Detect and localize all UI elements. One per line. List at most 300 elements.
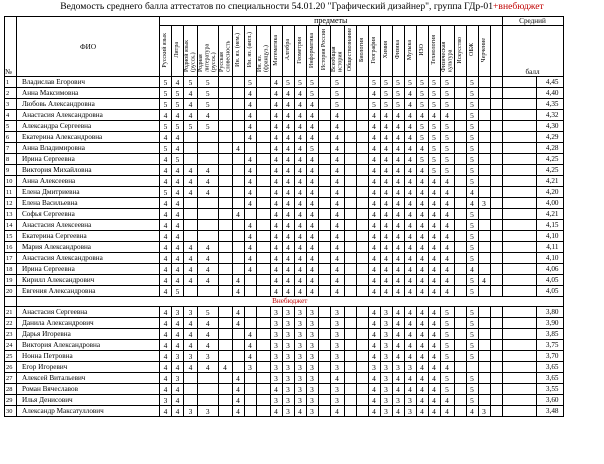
grade-cell: 4 xyxy=(368,275,380,286)
grade-cell xyxy=(256,143,270,154)
grade-cell xyxy=(478,253,490,264)
grade-cell: 4 xyxy=(244,242,256,253)
grade-cell xyxy=(454,384,466,395)
grade-cell: 4 xyxy=(330,231,344,242)
grade-cell: 4 xyxy=(282,99,294,110)
grade-cell: 4 xyxy=(172,340,184,351)
row-number: 1 xyxy=(5,77,17,88)
grade-cell xyxy=(218,176,232,187)
grade-cell xyxy=(218,340,232,351)
grade-cell: 4 xyxy=(330,132,344,143)
grade-cell: 4 xyxy=(160,264,172,275)
grade-cell: 4 xyxy=(306,286,318,297)
grade-cell: 4 xyxy=(160,231,172,242)
grade-cell xyxy=(356,406,368,417)
spacer-cell xyxy=(502,275,536,286)
grade-cell xyxy=(478,351,490,362)
grade-cell: 4 xyxy=(428,253,440,264)
student-name: Нонна Петровна xyxy=(17,351,160,362)
grade-cell: 4 xyxy=(294,264,306,275)
grade-cell: 4 xyxy=(294,187,306,198)
grade-cell: 3 xyxy=(294,307,306,318)
student-name: Елена Васильевна xyxy=(17,198,160,209)
grade-cell: 4 xyxy=(270,198,282,209)
grade-cell: 4 xyxy=(282,176,294,187)
grade-cell: 4 xyxy=(270,176,282,187)
subject-name: Музыка xyxy=(406,39,413,61)
spacer-cell xyxy=(502,318,536,329)
grade-cell: 4 xyxy=(478,275,490,286)
grade-cell: 5 xyxy=(392,77,404,88)
grade-cell: 4 xyxy=(392,351,404,362)
grade-cell: 4 xyxy=(368,198,380,209)
grade-cell xyxy=(478,154,490,165)
grade-cell: 4 xyxy=(368,143,380,154)
grade-cell: 5 xyxy=(428,154,440,165)
grade-cell: 5 xyxy=(440,351,454,362)
grade-cell: 4 xyxy=(440,242,454,253)
row-number: 16 xyxy=(5,242,17,253)
table-row xyxy=(5,307,564,318)
grade-cell xyxy=(232,165,244,176)
grade-cell xyxy=(256,286,270,297)
grade-cell: 3 xyxy=(282,395,294,406)
grade-cell: 5 xyxy=(440,99,454,110)
grade-cell xyxy=(244,307,256,318)
grade-cell xyxy=(478,143,490,154)
table-row xyxy=(5,264,564,275)
average-value: 3,65 xyxy=(536,373,563,384)
grade-cell: 4 xyxy=(404,110,416,121)
grade-cell: 4 xyxy=(416,351,428,362)
grade-cell: 3 xyxy=(294,362,306,373)
grade-cell: 4 xyxy=(404,132,416,143)
grade-cell xyxy=(478,220,490,231)
grade-cell: 4 xyxy=(404,231,416,242)
spacer-cell xyxy=(502,209,536,220)
average-value: 4,29 xyxy=(536,132,563,143)
grade-cell: 4 xyxy=(368,318,380,329)
grade-cell: 4 xyxy=(428,220,440,231)
subject-name: Химия xyxy=(382,41,389,59)
grade-cell xyxy=(256,406,270,417)
grade-cell xyxy=(490,318,502,329)
average-value: 4,10 xyxy=(536,253,563,264)
grade-cell: 4 xyxy=(244,340,256,351)
grade-cell xyxy=(318,143,330,154)
grade-cell: 4 xyxy=(198,165,219,176)
grade-cell: 3 xyxy=(330,395,344,406)
grade-cell xyxy=(356,286,368,297)
grade-cell: 5 xyxy=(392,99,404,110)
grade-cell xyxy=(256,121,270,132)
grade-cell xyxy=(454,176,466,187)
grade-cell: 4 xyxy=(160,351,172,362)
spacer-cell xyxy=(502,110,536,121)
grade-cell xyxy=(256,275,270,286)
grade-cell: 5 xyxy=(380,77,392,88)
student-name: Анастасия Алексеевна xyxy=(17,220,160,231)
grade-cell: 4 xyxy=(392,110,404,121)
grade-cell: 5 xyxy=(440,121,454,132)
subject-header xyxy=(198,26,219,77)
grade-cell xyxy=(198,154,219,165)
grade-cell: 4 xyxy=(294,143,306,154)
grade-cell: 4 xyxy=(294,88,306,99)
grade-cell: 4 xyxy=(282,187,294,198)
grade-cell: 3 xyxy=(330,318,344,329)
grade-cell: 4 xyxy=(184,242,198,253)
grade-cell: 4 xyxy=(330,110,344,121)
average-value: 4,28 xyxy=(536,143,563,154)
grade-cell xyxy=(218,198,232,209)
grade-cell: 5 xyxy=(380,99,392,110)
grade-cell: 3 xyxy=(270,373,282,384)
grade-cell: 4 xyxy=(380,209,392,220)
grade-cell: 4 xyxy=(392,143,404,154)
grade-cell: 3 xyxy=(282,340,294,351)
grade-cell: 4 xyxy=(294,406,306,417)
grade-cell: 4 xyxy=(172,187,184,198)
grade-cell xyxy=(256,154,270,165)
grade-cell: 4 xyxy=(184,362,198,373)
subject-header xyxy=(160,26,172,77)
grade-cell: 4 xyxy=(184,187,198,198)
grade-cell xyxy=(256,231,270,242)
table-row xyxy=(5,340,564,351)
grade-cell xyxy=(232,110,244,121)
spacer-cell xyxy=(502,231,536,242)
grade-cell: 4 xyxy=(368,121,380,132)
table-row xyxy=(5,143,564,154)
grade-cell: 5 xyxy=(466,209,478,220)
grade-cell: 4 xyxy=(172,329,184,340)
table-row xyxy=(5,154,564,165)
grade-cell: 4 xyxy=(232,143,244,154)
grade-cell: 3 xyxy=(306,362,318,373)
grade-cell: 4 xyxy=(330,220,344,231)
grade-cell: 5 xyxy=(198,77,219,88)
grade-cell: 3 xyxy=(270,329,282,340)
grade-cell xyxy=(356,395,368,406)
grade-cell xyxy=(232,99,244,110)
grade-cell xyxy=(244,373,256,384)
grade-cell xyxy=(478,99,490,110)
grade-cell: 4 xyxy=(282,110,294,121)
grade-cell: 5 xyxy=(330,77,344,88)
grade-cell: 4 xyxy=(172,231,184,242)
grade-cell: 4 xyxy=(306,154,318,165)
subject-header xyxy=(356,26,368,77)
grade-cell xyxy=(356,198,368,209)
grade-cell xyxy=(490,406,502,417)
grade-cell xyxy=(318,231,330,242)
grade-cell xyxy=(478,329,490,340)
grade-cell: 4 xyxy=(404,198,416,209)
grade-cell: 4 xyxy=(440,362,454,373)
grade-cell: 4 xyxy=(428,351,440,362)
grade-cell xyxy=(318,340,330,351)
student-name: Елена Дмитриевна xyxy=(17,187,160,198)
grade-cell: 4 xyxy=(380,242,392,253)
average-value: 4,11 xyxy=(536,242,563,253)
grade-cell xyxy=(344,373,356,384)
grade-cell: 4 xyxy=(172,406,184,417)
grade-cell: 3 xyxy=(282,318,294,329)
grade-cell xyxy=(318,165,330,176)
grade-cell xyxy=(356,231,368,242)
grade-cell xyxy=(232,253,244,264)
grade-cell xyxy=(318,318,330,329)
row-number: 10 xyxy=(5,176,17,187)
grade-cell: 3 xyxy=(294,340,306,351)
grade-cell xyxy=(198,132,219,143)
grade-cell: 4 xyxy=(392,209,404,220)
grade-cell: 4 xyxy=(404,384,416,395)
grade-cell: 4 xyxy=(306,264,318,275)
grade-cell: 5 xyxy=(172,88,184,99)
grade-cell: 5 xyxy=(466,154,478,165)
grade-cell: 5 xyxy=(466,373,478,384)
spacer-cell xyxy=(502,264,536,275)
grade-cell xyxy=(318,77,330,88)
table-row xyxy=(5,318,564,329)
grade-cell xyxy=(490,110,502,121)
grade-cell: 4 xyxy=(198,253,219,264)
student-name: Данила Александрович xyxy=(17,318,160,329)
subject-header xyxy=(344,26,356,77)
grade-cell xyxy=(356,121,368,132)
grade-cell xyxy=(184,198,198,209)
subject-name: Всеобщая история xyxy=(330,46,343,72)
subject-name: Геометрия xyxy=(296,36,303,64)
subject-name: Искусство xyxy=(456,36,463,64)
table-row xyxy=(5,220,564,231)
grade-cell: 5 xyxy=(306,143,318,154)
grade-cell: 4 xyxy=(404,275,416,286)
grade-cell: 4 xyxy=(392,286,404,297)
grade-cell xyxy=(454,121,466,132)
grade-cell: 4 xyxy=(380,220,392,231)
grade-cell: 4 xyxy=(416,373,428,384)
grade-cell: 5 xyxy=(404,77,416,88)
subject-header xyxy=(368,26,380,77)
grade-cell xyxy=(184,154,198,165)
grade-cell: 5 xyxy=(466,242,478,253)
grade-cell: 4 xyxy=(294,176,306,187)
grade-cell: 5 xyxy=(428,121,440,132)
grade-cell: 4 xyxy=(270,253,282,264)
grade-cell: 3 xyxy=(306,329,318,340)
grade-cell: 4 xyxy=(198,110,219,121)
grade-cell: 4 xyxy=(244,165,256,176)
spacer-cell xyxy=(502,384,536,395)
grade-cell: 5 xyxy=(466,318,478,329)
grade-cell: 4 xyxy=(294,220,306,231)
grade-cell xyxy=(198,373,219,384)
section-spacer xyxy=(5,297,17,307)
grade-cell: 4 xyxy=(330,242,344,253)
grade-cell xyxy=(256,373,270,384)
grade-cell: 3 xyxy=(160,395,172,406)
grade-cell: 4 xyxy=(466,406,478,417)
grade-cell xyxy=(198,286,219,297)
average-value: 4,15 xyxy=(536,220,563,231)
grade-cell: 4 xyxy=(172,198,184,209)
average-value: 3,75 xyxy=(536,340,563,351)
grade-cell: 5 xyxy=(198,121,219,132)
grade-cell: 5 xyxy=(466,176,478,187)
grade-cell: 4 xyxy=(368,165,380,176)
spacer-cell xyxy=(502,329,536,340)
grade-cell: 3 xyxy=(330,307,344,318)
table-row xyxy=(5,132,564,143)
grade-cell: 4 xyxy=(368,264,380,275)
grade-cell xyxy=(490,198,502,209)
grade-cell: 4 xyxy=(232,275,244,286)
grade-cell: 4 xyxy=(440,275,454,286)
grade-cell xyxy=(490,99,502,110)
subjects-caption: предметы xyxy=(160,17,503,26)
grade-cell: 4 xyxy=(244,132,256,143)
grade-cell: 4 xyxy=(294,154,306,165)
grade-cell: 4 xyxy=(466,198,478,209)
grade-cell: 5 xyxy=(466,329,478,340)
grade-cell: 4 xyxy=(404,165,416,176)
grade-cell xyxy=(244,395,256,406)
grade-cell: 4 xyxy=(160,373,172,384)
grade-cell xyxy=(218,373,232,384)
grade-cell xyxy=(232,231,244,242)
grade-cell: 4 xyxy=(392,384,404,395)
grade-cell: 4 xyxy=(466,187,478,198)
grade-cell: 4 xyxy=(380,187,392,198)
grade-cell xyxy=(256,340,270,351)
grade-cell: 4 xyxy=(160,318,172,329)
grade-cell xyxy=(454,318,466,329)
grade-cell xyxy=(256,110,270,121)
grade-cell xyxy=(344,209,356,220)
grade-cell: 3 xyxy=(368,362,380,373)
grade-cell: 5 xyxy=(440,165,454,176)
grade-cell xyxy=(454,329,466,340)
grade-cell: 4 xyxy=(428,307,440,318)
grade-cell: 4 xyxy=(428,286,440,297)
grade-cell: 5 xyxy=(392,88,404,99)
grade-cell: 4 xyxy=(270,220,282,231)
grade-cell xyxy=(318,286,330,297)
grade-cell: 4 xyxy=(416,242,428,253)
table-row xyxy=(5,209,564,220)
grade-cell: 5 xyxy=(466,395,478,406)
grade-cell xyxy=(184,209,198,220)
grade-cell xyxy=(478,395,490,406)
grade-cell: 4 xyxy=(270,275,282,286)
grade-cell: 4 xyxy=(404,220,416,231)
grade-cell: 4 xyxy=(270,242,282,253)
grade-cell xyxy=(478,286,490,297)
grade-cell: 4 xyxy=(440,187,454,198)
grade-cell: 4 xyxy=(294,209,306,220)
spacer-cell xyxy=(502,406,536,417)
spacer-cell xyxy=(502,165,536,176)
grade-cell: 4 xyxy=(184,329,198,340)
grade-cell: 4 xyxy=(160,406,172,417)
grades-table xyxy=(4,16,564,417)
grade-cell: 4 xyxy=(218,362,232,373)
grade-cell: 4 xyxy=(330,264,344,275)
table-row xyxy=(5,121,564,132)
grade-cell: 4 xyxy=(330,198,344,209)
grade-cell xyxy=(490,165,502,176)
table-row xyxy=(5,329,564,340)
grade-cell: 4 xyxy=(306,231,318,242)
student-name: Егор Игоревич xyxy=(17,362,160,373)
grade-cell: 5 xyxy=(160,187,172,198)
grade-cell: 4 xyxy=(172,77,184,88)
table-row xyxy=(5,406,564,417)
table-row xyxy=(5,231,564,242)
grade-cell: 4 xyxy=(270,132,282,143)
average-value: 4,05 xyxy=(536,275,563,286)
grade-cell: 4 xyxy=(306,132,318,143)
grade-cell: 4 xyxy=(160,110,172,121)
subject-name: ИЗО xyxy=(418,44,425,56)
grade-cell xyxy=(356,110,368,121)
grade-cell: 4 xyxy=(244,351,256,362)
grade-cell: 4 xyxy=(282,198,294,209)
subject-header xyxy=(318,26,330,77)
table-row xyxy=(5,110,564,121)
subject-header xyxy=(256,26,270,77)
grade-cell: 5 xyxy=(306,77,318,88)
grade-cell: 4 xyxy=(368,110,380,121)
grade-cell xyxy=(256,132,270,143)
grade-cell: 4 xyxy=(416,329,428,340)
grade-cell xyxy=(184,395,198,406)
grade-cell xyxy=(454,209,466,220)
grade-cell: 5 xyxy=(416,77,428,88)
table-row xyxy=(5,351,564,362)
student-name: Анна Владимировна xyxy=(17,143,160,154)
section-label: Внебюджет xyxy=(17,297,564,307)
grade-cell: 4 xyxy=(392,220,404,231)
grade-cell xyxy=(256,329,270,340)
grade-cell: 4 xyxy=(416,176,428,187)
grade-cell xyxy=(454,362,466,373)
grade-cell: 4 xyxy=(368,231,380,242)
grade-cell: 4 xyxy=(294,132,306,143)
grade-cell xyxy=(478,318,490,329)
grade-cell xyxy=(344,395,356,406)
subject-header xyxy=(172,26,184,77)
grade-cell: 4 xyxy=(368,373,380,384)
grade-cell: 4 xyxy=(416,220,428,231)
grade-cell: 4 xyxy=(330,373,344,384)
grade-cell xyxy=(454,154,466,165)
grade-cell: 4 xyxy=(440,110,454,121)
grade-cell xyxy=(490,187,502,198)
grade-cell: 4 xyxy=(428,275,440,286)
grade-cell xyxy=(356,384,368,395)
student-name: Ирина Сергеевна xyxy=(17,264,160,275)
grade-cell: 4 xyxy=(294,275,306,286)
spacer-cell xyxy=(502,198,536,209)
grade-cell: 4 xyxy=(282,275,294,286)
grade-cell xyxy=(344,220,356,231)
table-row xyxy=(5,176,564,187)
grade-cell: 4 xyxy=(330,176,344,187)
